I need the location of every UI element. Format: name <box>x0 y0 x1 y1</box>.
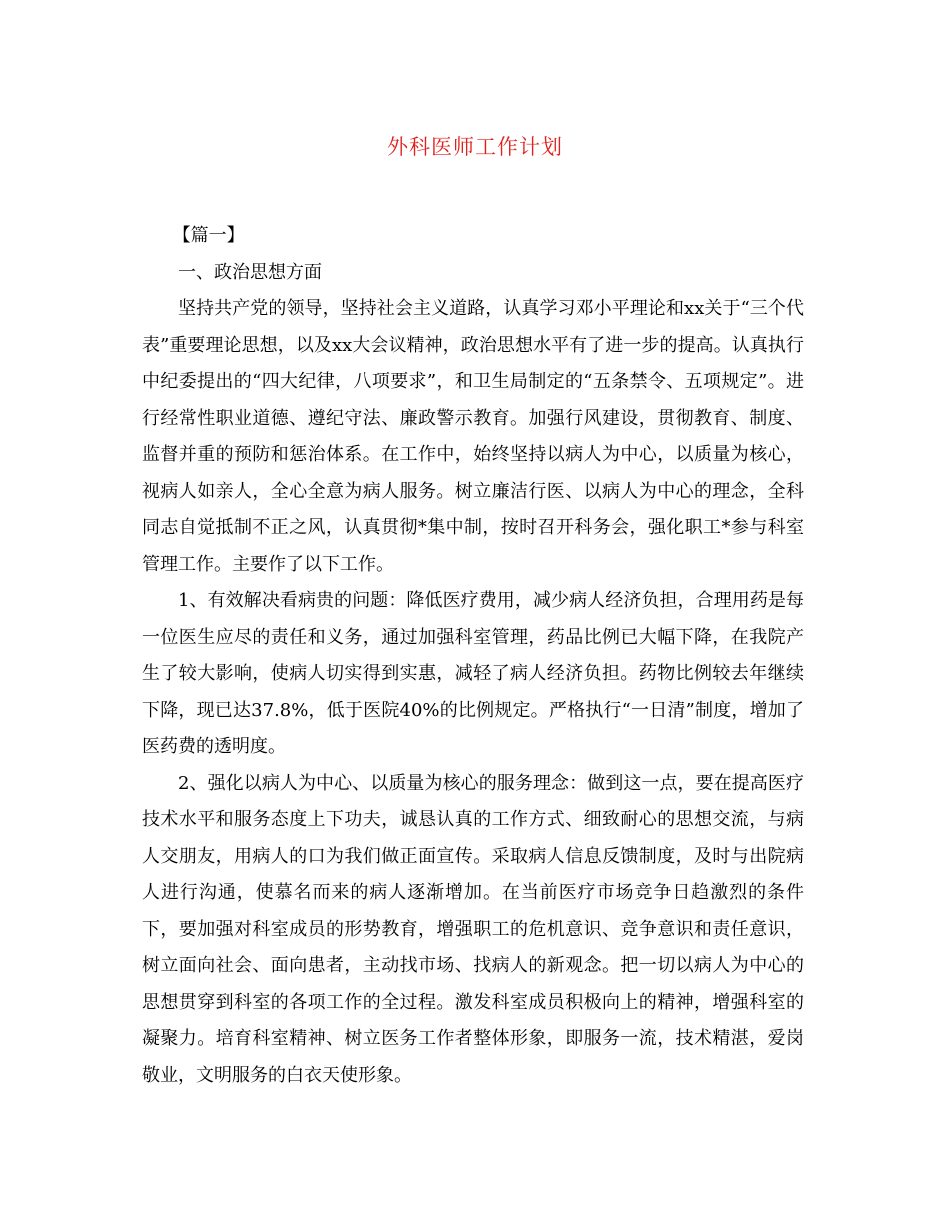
document-title: 外科医师工作计划 <box>387 135 563 159</box>
paragraph-2: 1、有效解决看病贵的问题：降低医疗费用，减少病人经济负担，合理用药是每一位医生应尽的责任和义务，通过加强科室管理，药品比例已大幅下降，在我院产生了较大影响，使病人切实得到实惠，减轻了病人经济负担。药物比例较去年继续下降，现已达37.8%，低于医院40%的比例规定。严格执行“一日清”制度，增加了医药费的透明度。 <box>142 590 804 757</box>
paragraph-1: 坚持共产党的领导，坚持社会主义道路，认真学习邓小平理论和xx关于“三个代表”重要理论思想，以及xx大会议精神，政治思想水平有了进一步的提高。认真执行中纪委提出的“四大纪律，八项要求”，和卫生局制定的“五条禁令、五项规定”。进行经常性职业道德、遵纪守法、廉政警示教育。加强行风建设，贯彻教育、制度、监督并重的预防和惩治体系。在工作中，始终坚持以病人为中心，以质量为核心，视病人如亲人，全心全意为病人服务。树立廉洁行医、以病人为中心的理念，全科同志自觉抵制不正之风，认真贯彻*集中制，按时召开科务会，强化职工*参与科室管理工作。主要作了以下工作。 <box>142 298 804 575</box>
section-label: 【篇一】 <box>172 225 245 246</box>
paragraph-3: 2、强化以病人为中心、以质量为核心的服务理念：做到这一点，要在提高医疗技术水平和服务态度上下功夫，诚恳认真的工作方式、细致耐心的思想交流，与病人交朋友，用病人的口为我们做正面宣传。采取病人信息反馈制度，及时与出院病人进行沟通，使慕名而来的病人逐渐增加。在当前医疗市场竞争日趋激烈的条件下，要加强对科室成员的形势教育，增强职工的危机意识、竞争意识和责任意识，树立面向社会、面向患者，主动找市场、找病人的新观念。把一切以病人为中心的思想贯穿到科室的各项工作的全过程。激发科室成员积极向上的精神，增强科室的凝聚力。培育科室精神、树立医务工作者整体形象，即服务一流，技术精湛，爱岗敬业，文明服务的白衣天使形象。 <box>142 772 804 1086</box>
section-heading: 一、政治思想方面 <box>178 261 322 283</box>
document-body <box>142 218 804 1094</box>
